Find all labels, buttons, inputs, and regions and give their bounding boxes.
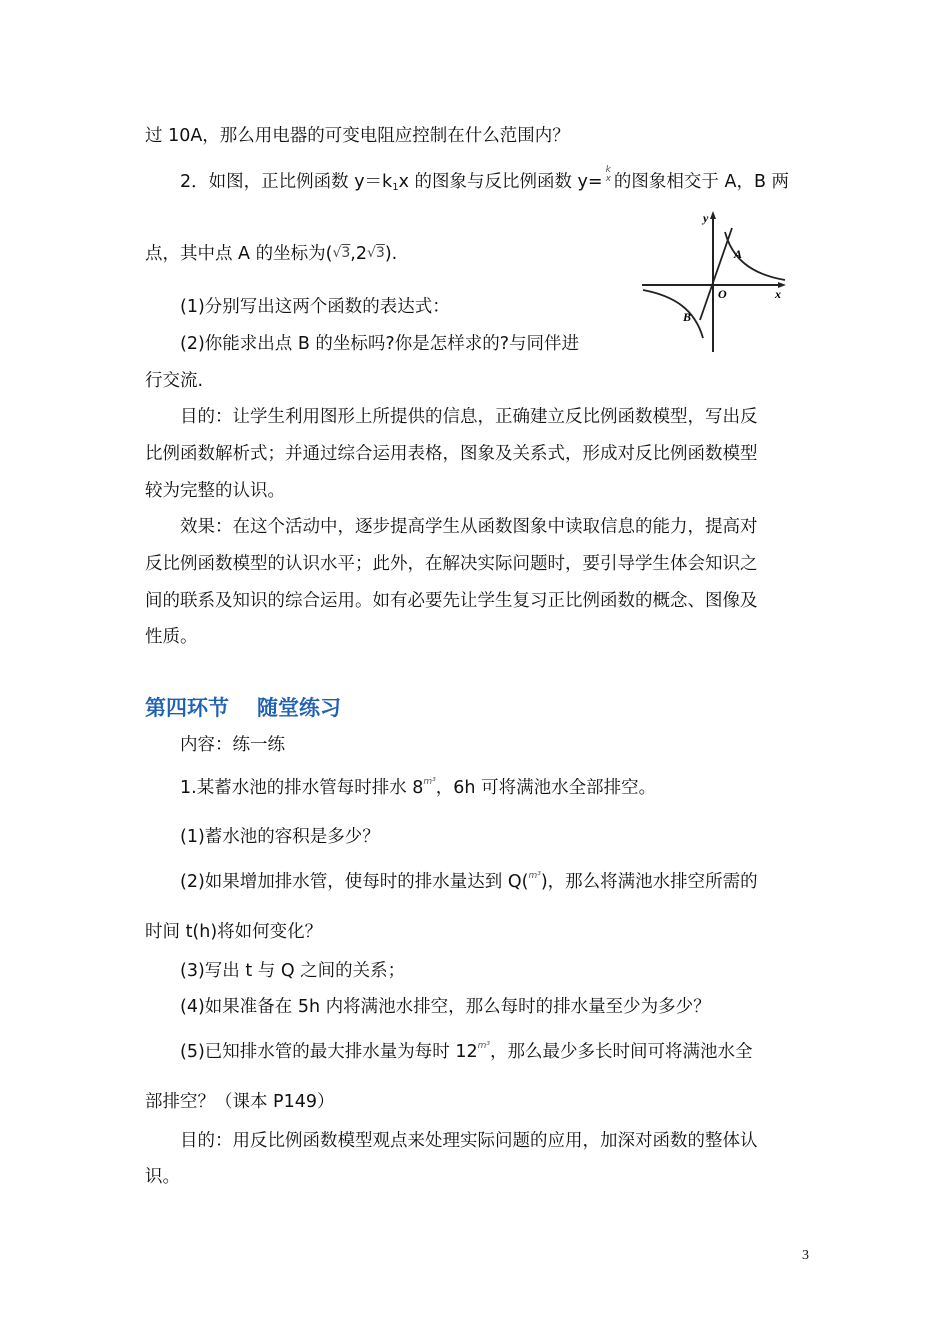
question-2-line: 点，其中点 A 的坐标为(√3,2√3).	[145, 244, 398, 264]
question-2-part-2: (2)你能求出点 B 的坐标吗?你是怎样求的?与同伴进	[180, 334, 579, 354]
practice-part-5: (5)已知排水管的最大排水量为每时 $12^{m^3}$，那么最少多长时间可将满池水全	[180, 1041, 753, 1062]
sqrt-expression: √3	[366, 245, 385, 261]
aim-paragraph-line: 目的：用反比例函数模型观点来处理实际问题的应用，加深对函数的整体认	[180, 1131, 758, 1151]
question-2-part-1: (1)分别写出这两个函数的表达式：	[180, 297, 450, 317]
effect-paragraph-line: 间的联系及知识的综合运用。如有必要先让学生复习正比例函数的概念、图像及	[145, 591, 758, 611]
page-number: 3	[802, 1248, 809, 1263]
content-label: 内容：练一练	[180, 735, 285, 755]
aim-paragraph-line: 目的：让学生利用图形上所提供的信息，正确建立反比例函数模型，写出反	[180, 407, 758, 427]
practice-part-2-cont: 时间 t(h)将如何变化？	[145, 922, 323, 942]
practice-part-3: (3)写出 t 与 Q 之间的关系；	[180, 961, 406, 981]
effect-paragraph-line: 反比例函数模型的认识水平；此外，在解决实际问题时，要引导学生体会知识之	[145, 554, 758, 574]
text-line: 过 10A，那么用电器的可变电阻应控制在什么范围内？	[145, 126, 570, 146]
point-a-label: A	[734, 247, 743, 261]
aim-paragraph-line: 识。	[145, 1167, 180, 1187]
practice-part-5-cont: 部排空？（课本 P149）	[145, 1092, 335, 1112]
hyperbola-branch-2	[643, 290, 703, 338]
practice-question-1: 1.某蓄水池的排水管每时排水 $8^{m^3}$，6h 可将满池水全部排空。	[180, 777, 657, 798]
effect-paragraph-line: 效果：在这个活动中，逐步提高学生从函数图象中读取信息的能力，提高对	[180, 517, 758, 537]
effect-paragraph-line: 性质。	[145, 627, 198, 647]
aim-paragraph-line: 较为完整的认识。	[145, 481, 285, 501]
function-graph	[640, 210, 790, 355]
x-axis-label: x	[775, 287, 781, 301]
fraction: k x	[605, 165, 611, 184]
practice-part-4: (4)如果准备在 5h 内将满池水排空，那么每时的排水量至少为多少？	[180, 997, 711, 1017]
question-2-line: 2．如图，正比例函数 $y=k_1x$ 的图象与反比例函数 y= k x 的图象相交于 A，B 两	[180, 165, 790, 193]
practice-part-1: (1)蓄水池的容积是多少？	[180, 827, 380, 847]
proportional-line	[700, 228, 732, 320]
point-b-label: B	[683, 310, 692, 324]
aim-paragraph-line: 比例函数解析式；并通过综合运用表格，图象及关系式，形成对反比例函数模型	[145, 444, 758, 464]
text-line: 行交流.	[145, 371, 204, 391]
section-heading: 第四环节 随堂练习	[145, 696, 341, 720]
origin-label: O	[718, 287, 727, 301]
sqrt-expression: √3	[332, 245, 351, 261]
practice-part-2: (2)如果增加排水管，使每时的排水量达到 Q($^{m^3}$)，那么将满池水排空所需的	[180, 871, 758, 892]
y-axis-label: y	[703, 211, 709, 225]
y-axis-arrow	[710, 211, 716, 219]
